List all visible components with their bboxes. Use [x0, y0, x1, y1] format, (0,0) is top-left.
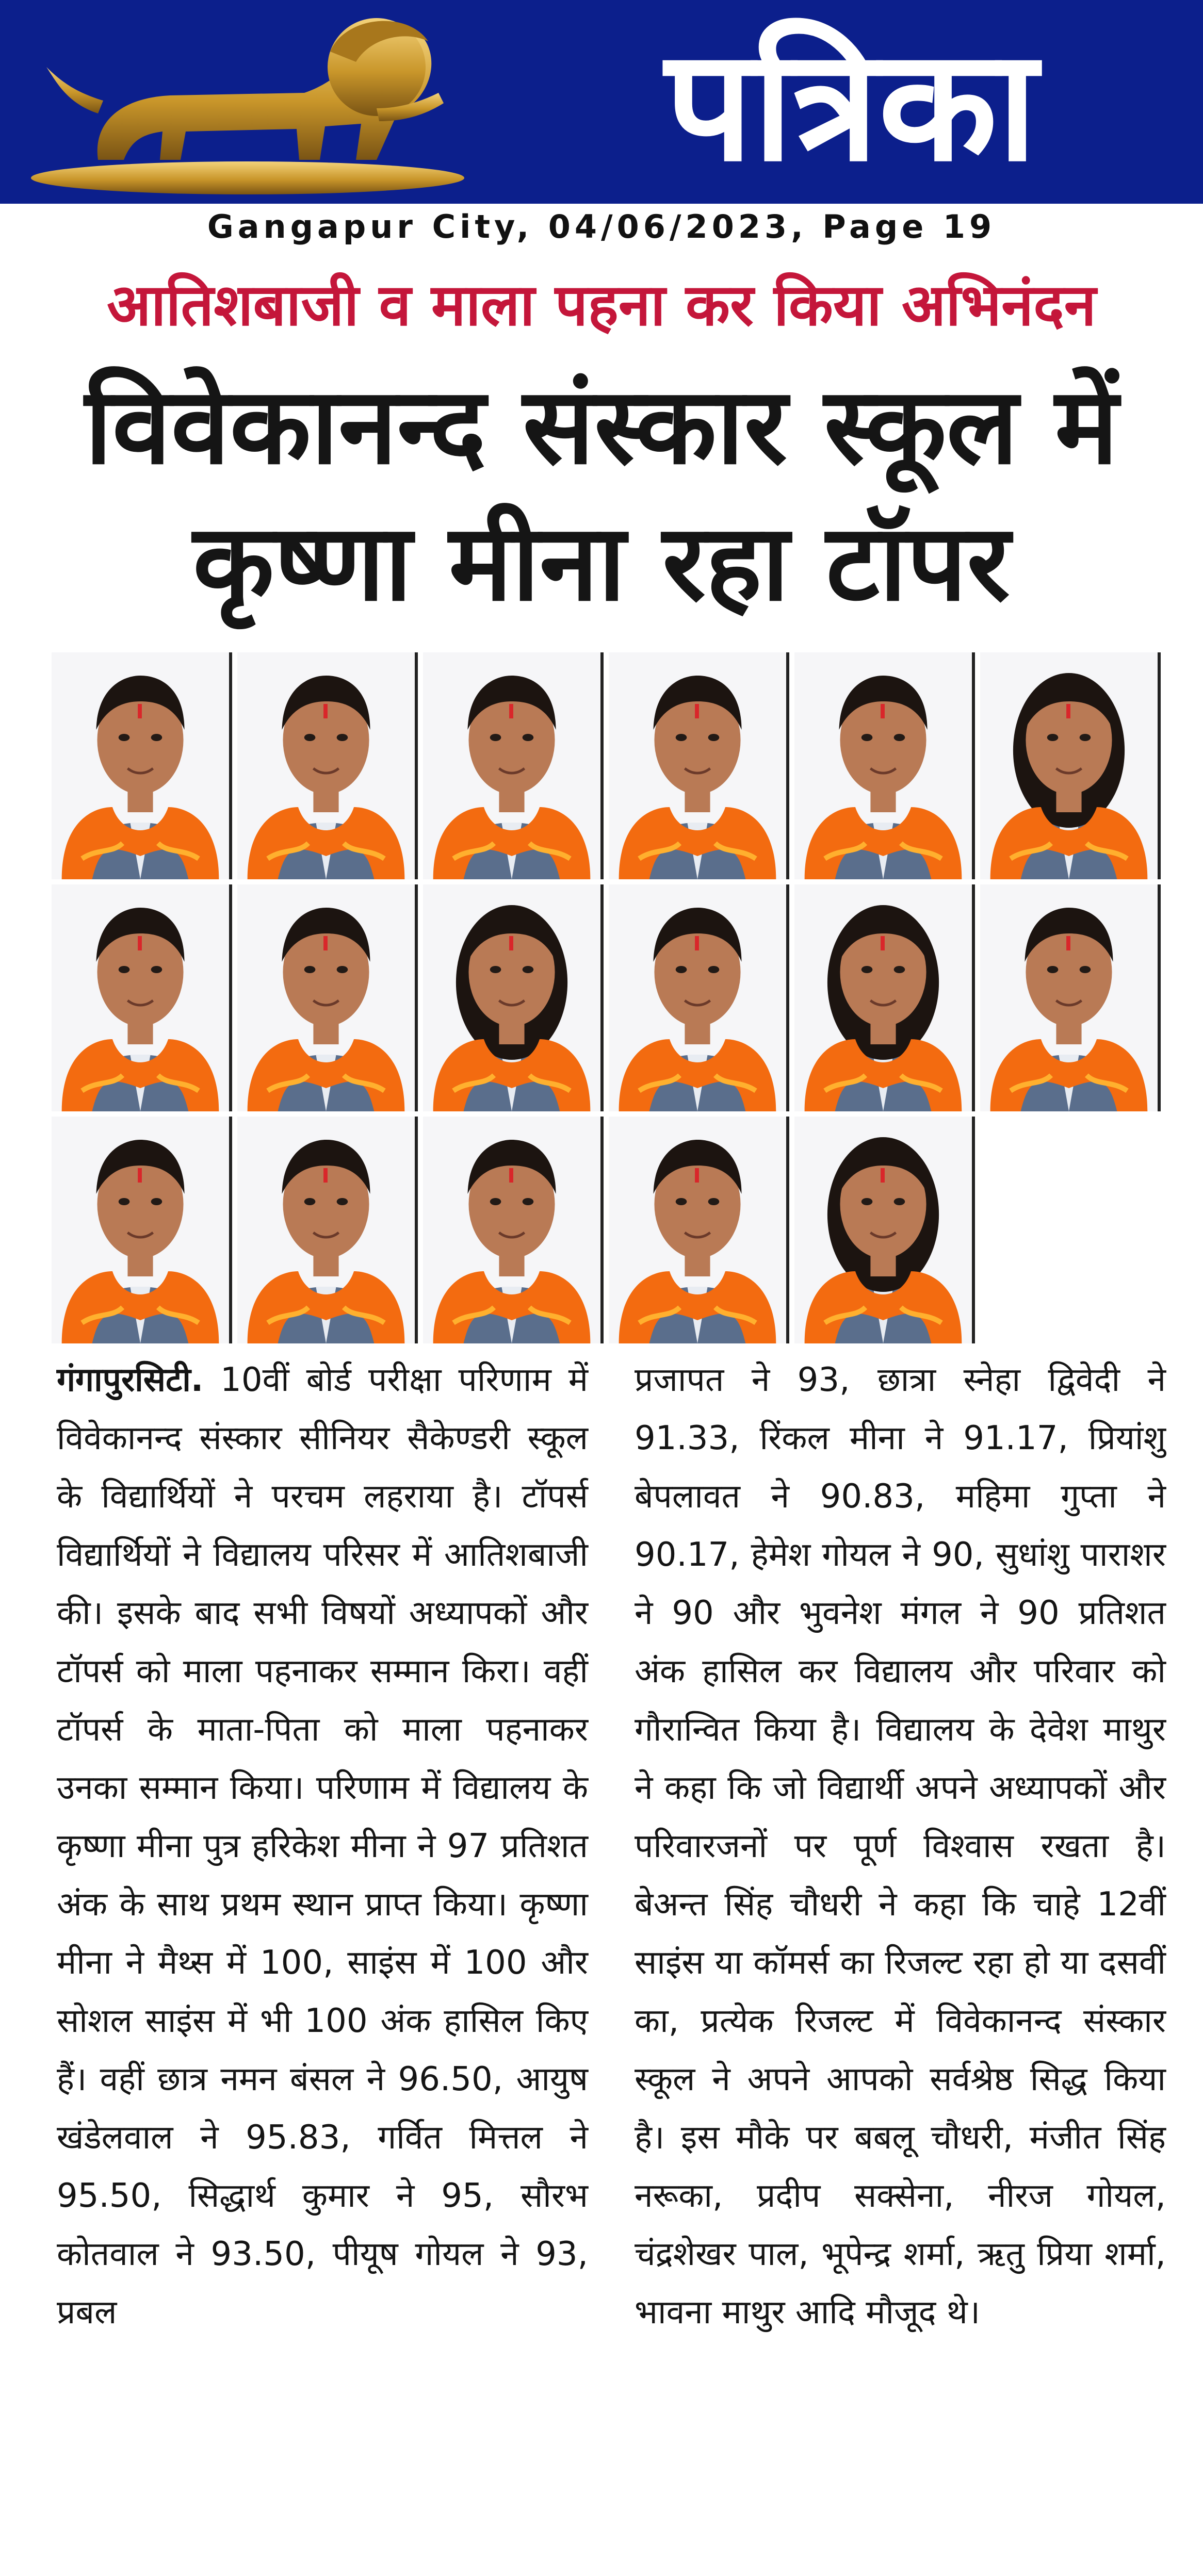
student-photo	[609, 884, 789, 1111]
student-portrait-icon	[609, 884, 786, 1111]
article-column-left	[57, 1351, 588, 2342]
student-photo	[980, 884, 1161, 1111]
article-text-right: प्रजापत ने 93, छात्रा स्नेहा द्विवेदी ने 91.33, रिंकल मीना ने 91.17, प्रियांशु बेपलावत ने 90.83, महिमा गुप्ता ने 90.17, हेमेश गोयल ने 90, सुधांशु पाराशर ने 90 और भुवनेश मंगल ने 90 प्रतिशत अंक हासिल कर विद्यालय और परिवार को गौरान्वित किया है। विद्यालय के देवेश माथुर ने कहा कि जो विद्यार्थी अपने अध्यापकों और परिवारजनों पर पूर्ण विश्वास रखता है। बेअन्त सिंह चौधरी ने कहा कि चाहे 12वीं साइंस या कॉमर्स का रिजल्ट रहा हो या दसवीं का, प्रत्येक रिजल्ट में विवेकानन्द संस्कार स्कूल ने अपने आपको सर्वश्रेष्ठ सिद्ध किया है। इस मौके पर बबलू चौधरी, मंजीत सिंह नरूका, प्रदीप सक्सेना, नीरज गोयल, चंद्रशेखर पाल, भूपेन्द्र शर्मा, ऋतु प्रिया शर्मा, भावना माथुर आदि मौजूद थे।	[635, 1361, 1166, 2332]
student-portrait-icon	[980, 884, 1158, 1111]
student-portrait-icon	[609, 1117, 786, 1343]
headline-line-1: विवेकानन्द संस्कार स्कूल में	[85, 365, 1118, 488]
article-text-left: 10वीं बोर्ड परीक्षा परिणाम में विवेकानन्द संस्कार सीनियर सैकेण्डरी स्कूल के विद्यार्थियों ने परचम लहराया है। टॉपर्स विद्यार्थियों ने विद्यालय परिसर में आतिशबाजी की। इसके बाद सभी विषयों अध्यापकों और टॉपर्स को माला पहनाकर सम्मान किरा। वहीं टॉपर्स के माता-पिता को माला पहनाकर उनका सम्मान किया। परिणाम में विद्यालय के कृष्णा मीना पुत्र हरिकेश मीना ने 97 प्रतिशत अंक के साथ प्रथम स्थान प्राप्त किया। कृष्णा मीना ने मैथ्स में 100, साइंस में 100 और सोशल साइंस में भी 100 अंक हासिल किए हैं। वहीं छात्र नमन बंसल ने 96.50, आयुष खंडेलवाल ने 95.83, गर्वित मित्तल ने 95.50, सिद्धार्थ कुमार ने 95, सौरभ कोतवाल ने 93.50, पीयूष गोयल ने 93, प्रबल	[57, 1361, 588, 2332]
student-portrait-icon	[423, 884, 600, 1111]
student-portrait-icon	[237, 652, 415, 879]
brand-name: पत्रिका	[665, 15, 1037, 195]
student-photo	[423, 884, 604, 1111]
student-portrait-icon	[794, 1117, 972, 1343]
student-photo	[52, 652, 232, 879]
student-portrait-icon	[794, 652, 972, 879]
student-photo	[52, 884, 232, 1111]
masthead	[0, 0, 1203, 204]
student-portrait-icon	[423, 652, 600, 879]
kicker-headline: आतिशबाजी व माला पहना कर किया अभिनंदन	[107, 272, 1096, 339]
student-portrait-icon	[980, 652, 1158, 879]
student-photo	[237, 652, 418, 879]
student-photo	[237, 1117, 418, 1343]
student-photo	[794, 1117, 975, 1343]
article-column-right	[635, 1351, 1166, 2342]
student-photo	[237, 884, 418, 1111]
student-portrait-icon	[52, 652, 229, 879]
lion-logo-icon	[15, 5, 480, 201]
edition-dateline: Gangapur City, 04/06/2023, Page 19	[207, 208, 996, 245]
student-portrait-icon	[237, 884, 415, 1111]
student-photo	[423, 652, 604, 879]
student-photo	[794, 652, 975, 879]
student-portrait-icon	[423, 1117, 600, 1343]
student-portrait-icon	[609, 652, 786, 879]
student-portrait-icon	[794, 884, 972, 1111]
news-article	[57, 1351, 1186, 2558]
main-headline	[31, 358, 1172, 632]
student-portrait-icon	[52, 884, 229, 1111]
student-portrait-icon	[52, 1117, 229, 1343]
headline-line-2: कृष्णा मीना रहा टॉपर	[193, 502, 1010, 625]
student-photo	[423, 1117, 604, 1343]
article-dateline: गंगापुरसिटी.	[57, 1361, 204, 1399]
student-portrait-icon	[237, 1117, 415, 1343]
student-photo	[609, 1117, 789, 1343]
student-photo	[609, 652, 789, 879]
student-photo-grid	[52, 652, 1176, 1349]
student-photo	[794, 884, 975, 1111]
student-photo	[52, 1117, 232, 1343]
student-photo	[980, 652, 1161, 879]
